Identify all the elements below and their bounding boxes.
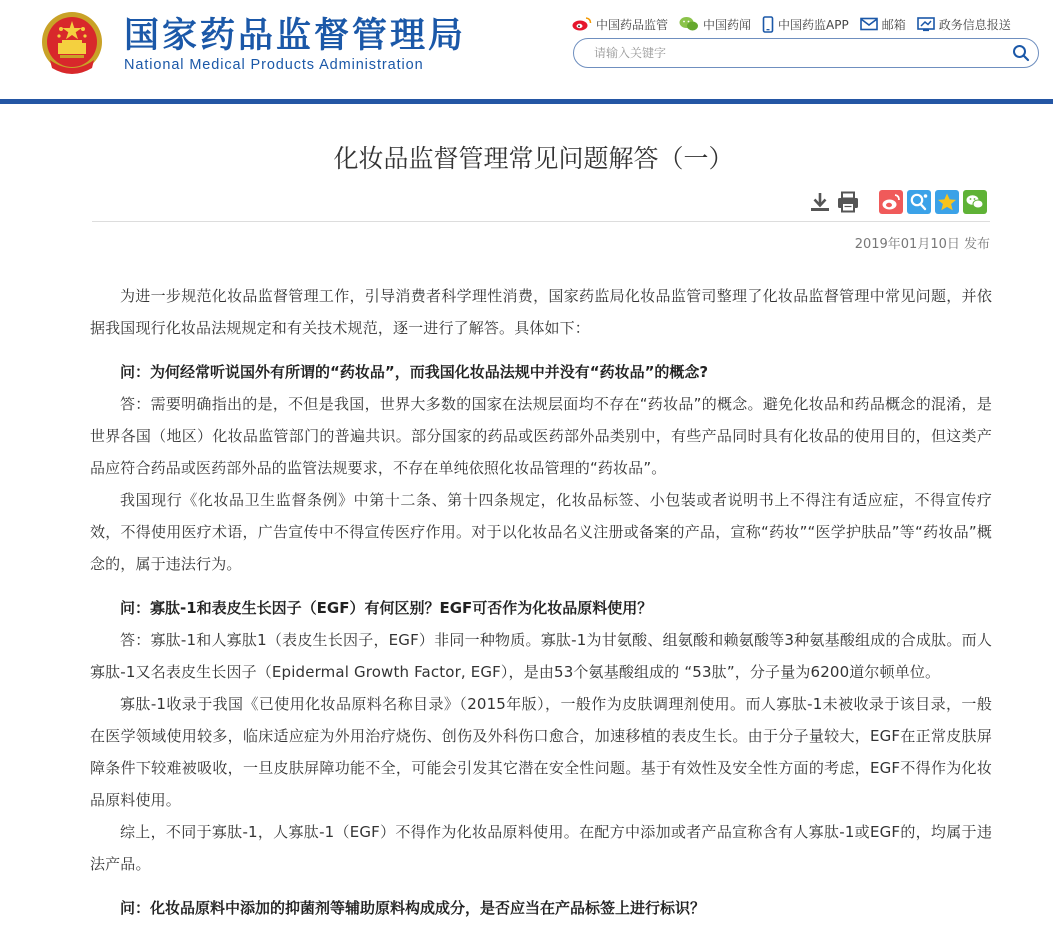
- mail-icon: [860, 17, 878, 31]
- answer-1-paragraph-1: 答：需要明确指出的是，不但是我国，世界大多数的国家在法规层面均不存在“药妆品”的概念。避免化妆品和药品概念的混淆，是世界各国（地区）化妆品监管部门的普遍共识。部分国家的药品或医药部外品类别中，有些产品同时具有化妆品的使用目的，但这类产品应符合药品或医药部外品的监管法规要求，不存在单纯依照化妆品管理的“药妆品”。: [90, 395, 992, 477]
- toplink-weibo-label: 中国药品监管: [596, 17, 669, 32]
- weibo-icon: [572, 17, 592, 31]
- toplink-wechat-label: 中国药闻: [703, 17, 752, 32]
- toplink-report-label: 政务信息报送: [938, 17, 1011, 32]
- question-1: 问：为何经常听说国外有所谓的“药妆品”，而我国化妆品法规中并没有“药妆品”的概念?: [120, 363, 709, 381]
- publish-date: 2019年01月10日 发布: [854, 237, 990, 252]
- agency-name-cn: 国家药品监督管理局: [124, 16, 467, 56]
- toplink-app-label: 中国药监APP: [778, 17, 849, 32]
- search-box: [573, 38, 1039, 68]
- wechat-icon: [679, 16, 699, 32]
- question-2: 问：寡肽-1和表皮生长因子（EGF）有何区别？EGF可否作为化妆品原料使用？: [120, 599, 653, 617]
- mobile-icon: [762, 16, 774, 33]
- toplink-weibo[interactable]: [572, 16, 668, 33]
- print-icon[interactable]: [836, 190, 860, 214]
- intro-paragraph: 为进一步规范化妆品监督管理工作，引导消费者科学理性消费，国家药监局化妆品监管司整理了化妆品监督管理中常见问题，并依据我国现行化妆品法规规定和有关技术规范，逐一进行了解答。具体如下：: [90, 287, 992, 337]
- answer-2-paragraph-3: 综上，不同于寡肽-1，人寡肽-1（EGF）不得作为化妆品原料使用。在配方中添加或者产品宣称含有人寡肽-1或EGF的，均属于违法产品。: [90, 823, 992, 873]
- qzone-share-icon[interactable]: [935, 190, 959, 214]
- toplink-wechat[interactable]: [679, 16, 751, 33]
- top-links-bar: [572, 14, 1022, 34]
- toplink-report[interactable]: [917, 16, 1011, 33]
- search-icon[interactable]: [1012, 44, 1030, 62]
- toplink-mail[interactable]: [860, 16, 906, 33]
- weibo-share-icon[interactable]: [879, 190, 903, 214]
- article-title: 化妆品监督管理常见问题解答（一）: [333, 144, 734, 173]
- download-icon[interactable]: [808, 190, 832, 214]
- answer-2-paragraph-2: 寡肽-1收录于我国《已使用化妆品原料名称目录》（2015年版），一般作为皮肤调理剂使用。而人寡肽-1未被收录于该目录，一般在医学领域使用较多，临床适应症为外用治疗烧伤、创伤及外科伤口愈合，加速移植的表皮生长。由于分子量较大，EGF在正常皮肤屏障条件下较难被吸收，一旦皮肤屏障功能不全，可能会引发其它潜在安全性问题。基于有效性及安全性方面的考虑，EGF不得作为化妆品原料使用。: [90, 695, 992, 809]
- site-header: [0, 0, 1053, 100]
- toplink-app[interactable]: [762, 16, 849, 33]
- wechat-share-icon[interactable]: [963, 190, 987, 214]
- answer-1-paragraph-2: 我国现行《化妆品卫生监督条例》中第十二条、第十四条规定，化妆品标签、小包装或者说明书上不得注有适应症，不得宣传疗效，不得使用医疗术语，广告宣传中不得宣传医疗作用。对于以化妆品名义注册或备案的产品，宣称“药妆”“医学护肤品”等“药妆品”概念的，属于违法行为。: [90, 491, 992, 573]
- qq-share-icon[interactable]: [907, 190, 931, 214]
- search-input[interactable]: [594, 44, 994, 62]
- article-tools: [0, 190, 1053, 216]
- header-divider-bar: [0, 99, 1053, 104]
- article-body: [90, 280, 992, 924]
- toplink-mail-label: 邮箱: [881, 17, 906, 32]
- report-icon: [917, 17, 935, 32]
- answer-2-paragraph-1: 答：寡肽-1和人寡肽1（表皮生长因子，EGF）非同一种物质。寡肽-1为甘氨酸、组氨酸和赖氨酸等3种氨基酸组成的合成肽。而人寡肽-1又名表皮生长因子（Epidermal Growth Factor, EGF），是由53个氨基酸组成的 “53肽”，分子量为6200道尔顿单位。: [90, 631, 992, 681]
- agency-name-en: National Medical Products Administration: [124, 57, 424, 73]
- national-emblem-logo[interactable]: [40, 10, 104, 78]
- title-divider: [92, 221, 990, 222]
- question-3: 问：化妆品原料中添加的抑菌剂等辅助原料构成成分，是否应当在产品标签上进行标识？: [120, 899, 706, 917]
